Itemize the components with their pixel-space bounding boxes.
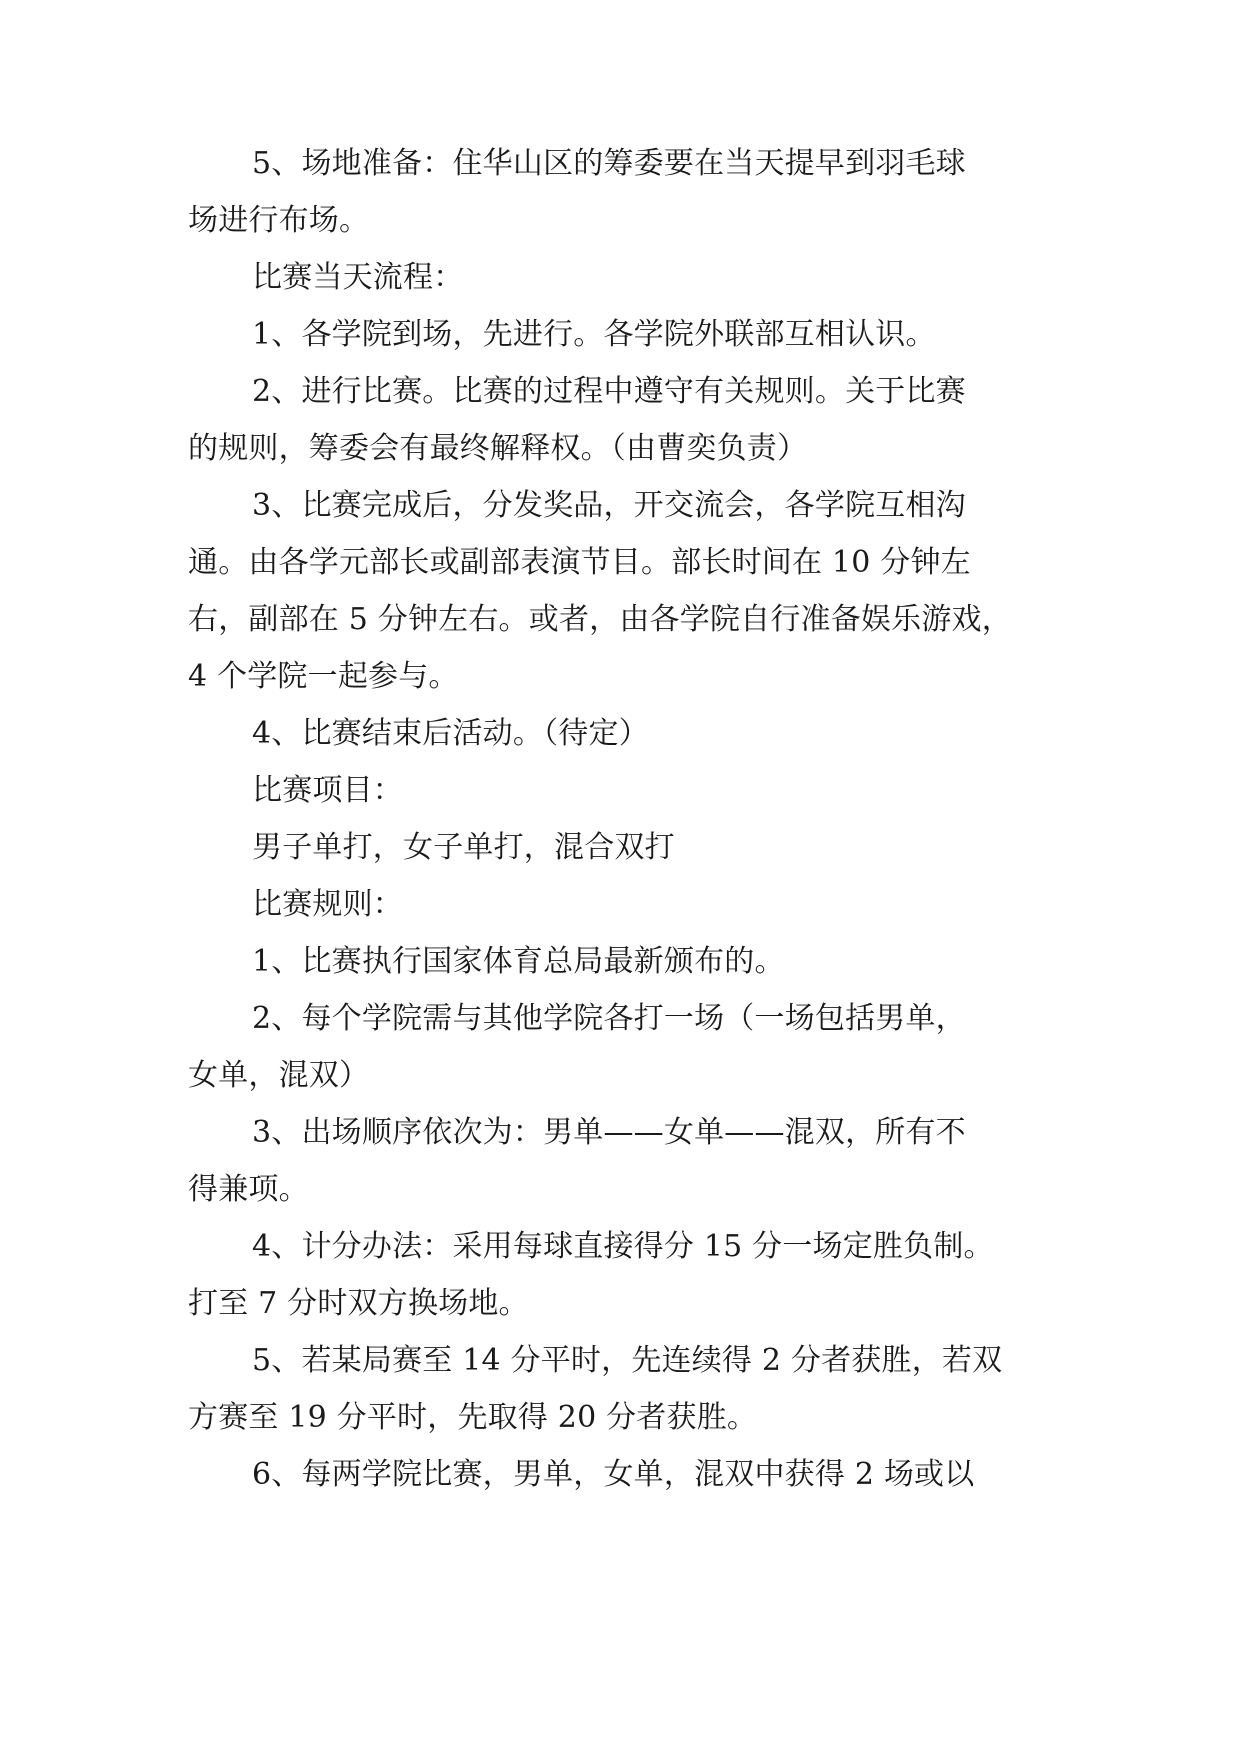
paragraph-line: 4 个学院一起参与。 [188,659,459,694]
paragraph-line: 方赛至 19 分平时，先取得 20 分者获胜。 [188,1400,758,1435]
paragraph-line: 4、计分办法：采用每球直接得分 15 分一场定胜负制。 [252,1229,994,1264]
paragraph-line: 2、进行比赛。比赛的过程中遵守有关规则。关于比赛 [252,374,966,409]
paragraph-line: 1、各学院到场，先进行。各学院外联部互相认识。 [252,317,936,352]
paragraph-line: 场进行布场。 [188,203,370,238]
section-heading: 比赛当天流程： [252,260,464,295]
paragraph-line: 的规则，筹委会有最终解释权。（由曹奕负责） [188,431,808,466]
paragraph-line: 1、比赛执行国家体育总局最新颁布的。 [252,944,785,979]
paragraph-line: 右，副部在 5 分钟左右。或者，由各学院自行准备娱乐游戏， [188,602,1012,637]
paragraph-line: 5、场地准备：住华山区的筹委要在当天提早到羽毛球 [252,146,966,181]
paragraph-line: 得兼项。 [188,1172,309,1207]
paragraph-line: 6、每两学院比赛，男单，女单，混双中获得 2 场或以 [252,1457,975,1492]
section-heading: 比赛项目： [252,773,403,808]
paragraph-line: 4、比赛结束后活动。（待定） [252,716,649,751]
section-heading: 比赛规则： [252,887,403,922]
paragraph-line: 男子单打，女子单打，混合双打 [252,830,675,865]
paragraph-line: 3、出场顺序依次为：男单——女单——混双，所有不 [252,1115,966,1150]
paragraph-line: 3、比赛完成后，分发奖品，开交流会，各学院互相沟 [252,488,966,523]
paragraph-line: 女单，混双） [188,1058,370,1093]
paragraph-line: 5、若某局赛至 14 分平时，先连续得 2 分者获胜，若双 [252,1343,1003,1378]
paragraph-line: 2、每个学院需与其他学院各打一场（一场包括男单， [252,1001,966,1036]
paragraph-line: 打至 7 分时双方换场地。 [188,1286,529,1321]
paragraph-line: 通。由各学元部长或副部表演节目。部长时间在 10 分钟左 [188,545,971,580]
